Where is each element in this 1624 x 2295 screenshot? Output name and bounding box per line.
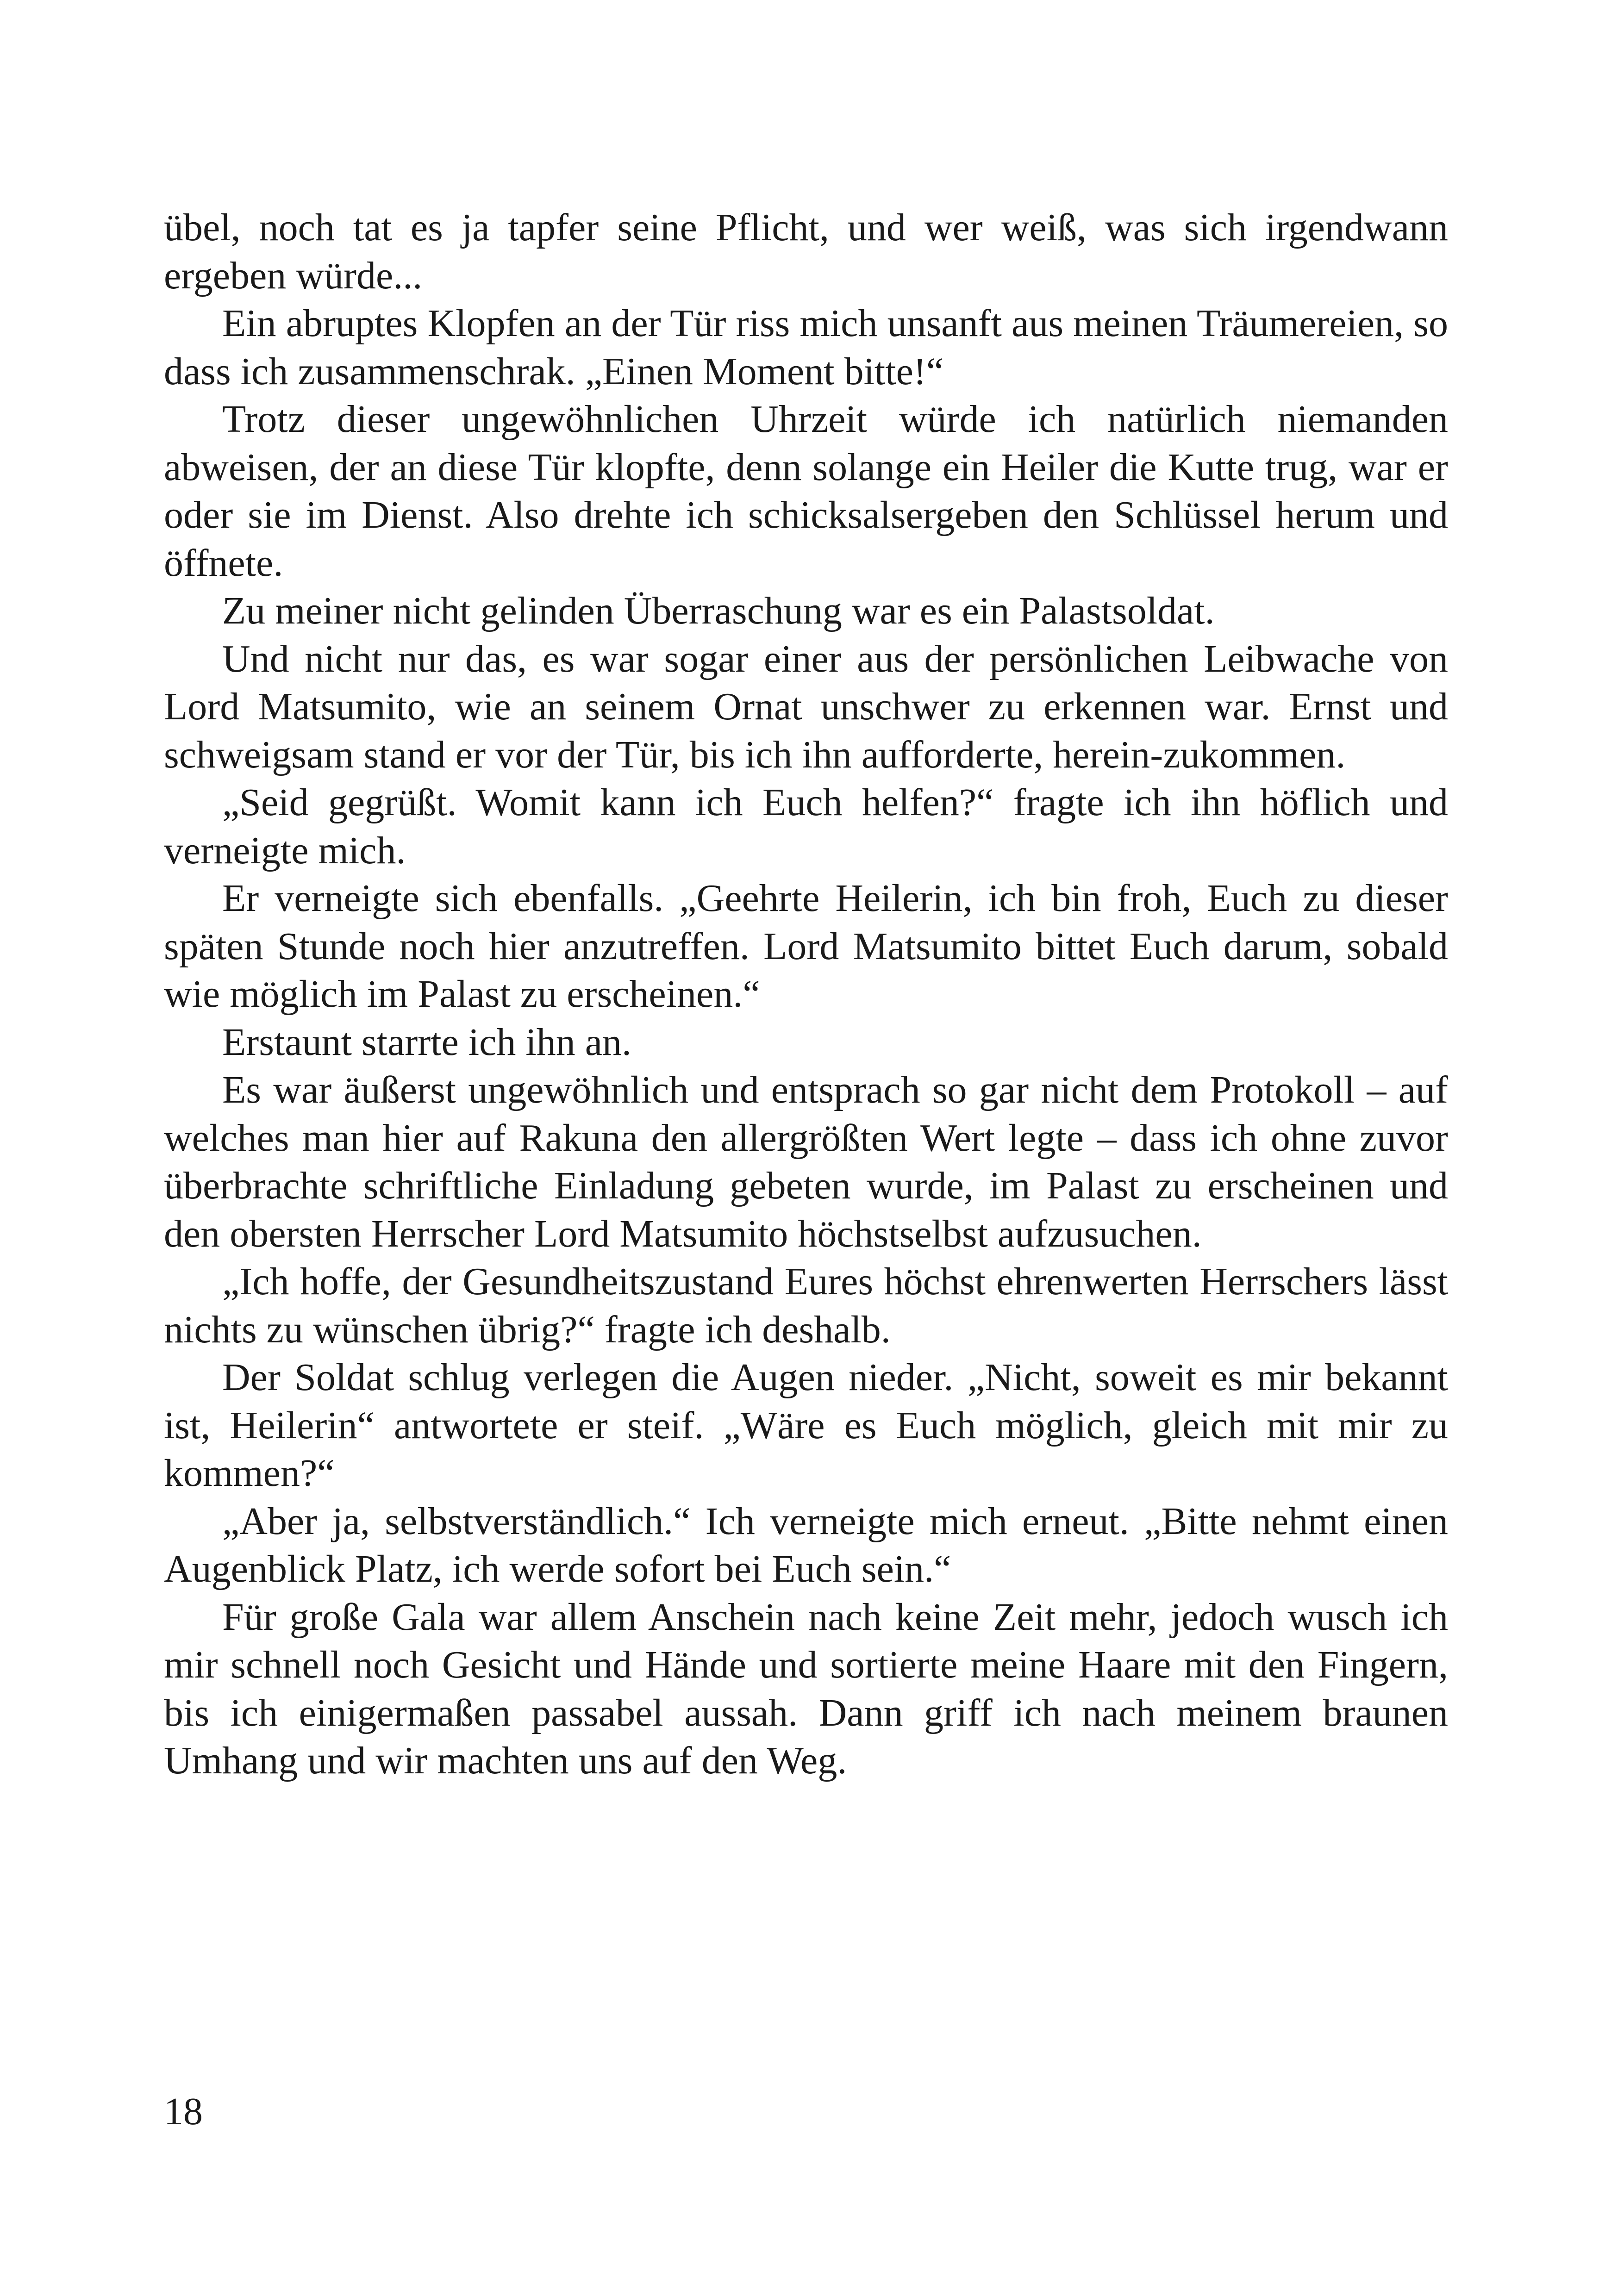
- paragraph-11: Der Soldat schlug verlegen die Augen nieder. „Nicht, soweit es mir bekannt ist, Heilerin“ antwortete er steif. „Wäre es Euch möglich, gleich mit mir zu kommen?“: [164, 1356, 1448, 1495]
- paragraph-1: übel, noch tat es ja tapfer seine Pflicht, und wer weiß, was sich irgendwann ergeben würde...: [164, 206, 1448, 297]
- paragraph-8: Erstaunt starrte ich ihn an.: [222, 1020, 632, 1064]
- paragraph-4: Zu meiner nicht gelinden Überraschung war es ein Palastsoldat.: [222, 589, 1215, 632]
- paragraph-2: Ein abruptes Klopfen an der Tür riss mich unsanft aus meinen Träumereien, so dass ich zusammenschrak. „Einen Moment bitte!“: [164, 302, 1448, 393]
- paragraph-5: Und nicht nur das, es war sogar einer aus der persönlichen Leibwache von Lord Matsumito, wie an seinem Ornat unschwer zu erkennen war. Ernst und schweigsam stand er vor der Tür, bis ich ihn aufforderte, herein-zukommen.: [164, 637, 1448, 776]
- paragraph-13: Für große Gala war allem Anschein nach keine Zeit mehr, jedoch wusch ich mir schnell noch Gesicht und Hände und sortierte meine Haare mit den Fingern, bis ich einigermaßen passabel aussah. Dann griff ich nach meinem braunen Umhang und wir machten uns auf den Weg.: [164, 1595, 1448, 1782]
- paragraph-7: Er verneigte sich ebenfalls. „Geehrte Heilerin, ich bin froh, Euch zu dieser späten Stunde noch hier anzutreffen. Lord Matsumito bittet Euch darum, sobald wie möglich im Palast zu erscheinen.“: [164, 877, 1448, 1016]
- page-number: 18: [164, 2090, 203, 2133]
- paragraph-3: Trotz dieser ungewöhnlichen Uhrzeit würde ich natürlich niemanden abweisen, der an diese Tür klopfte, denn solange ein Heiler die Kutte trug, war er oder sie im Dienst. Also drehte ich schicksalsergeben den Schlüssel herum und öffnete.: [164, 398, 1448, 585]
- paragraph-10: „Ich hoffe, der Gesundheitszustand Eures höchst ehrenwerten Herrschers lässt nichts zu wünschen übrig?“ fragte ich deshalb.: [164, 1260, 1448, 1351]
- body-text: [164, 204, 1448, 1785]
- paragraph-9: Es war äußerst ungewöhnlich und entsprach so gar nicht dem Protokoll – auf welches man hier auf Rakuna den allergrößten Wert legte – dass ich ohne zuvor überbrachte schriftliche Einladung gebeten wurde, im Palast zu erscheinen und den obersten Herrscher Lord Matsumito höchstselbst aufzusuchen.: [164, 1068, 1448, 1255]
- paragraph-6: „Seid gegrüßt. Womit kann ich Euch helfen?“ fragte ich ihn höflich und verneigte mich.: [164, 781, 1448, 872]
- paragraph-12: „Aber ja, selbstverständlich.“ Ich verneigte mich erneut. „Bitte nehmt einen Augenblick Platz, ich werde sofort bei Euch sein.“: [164, 1499, 1448, 1590]
